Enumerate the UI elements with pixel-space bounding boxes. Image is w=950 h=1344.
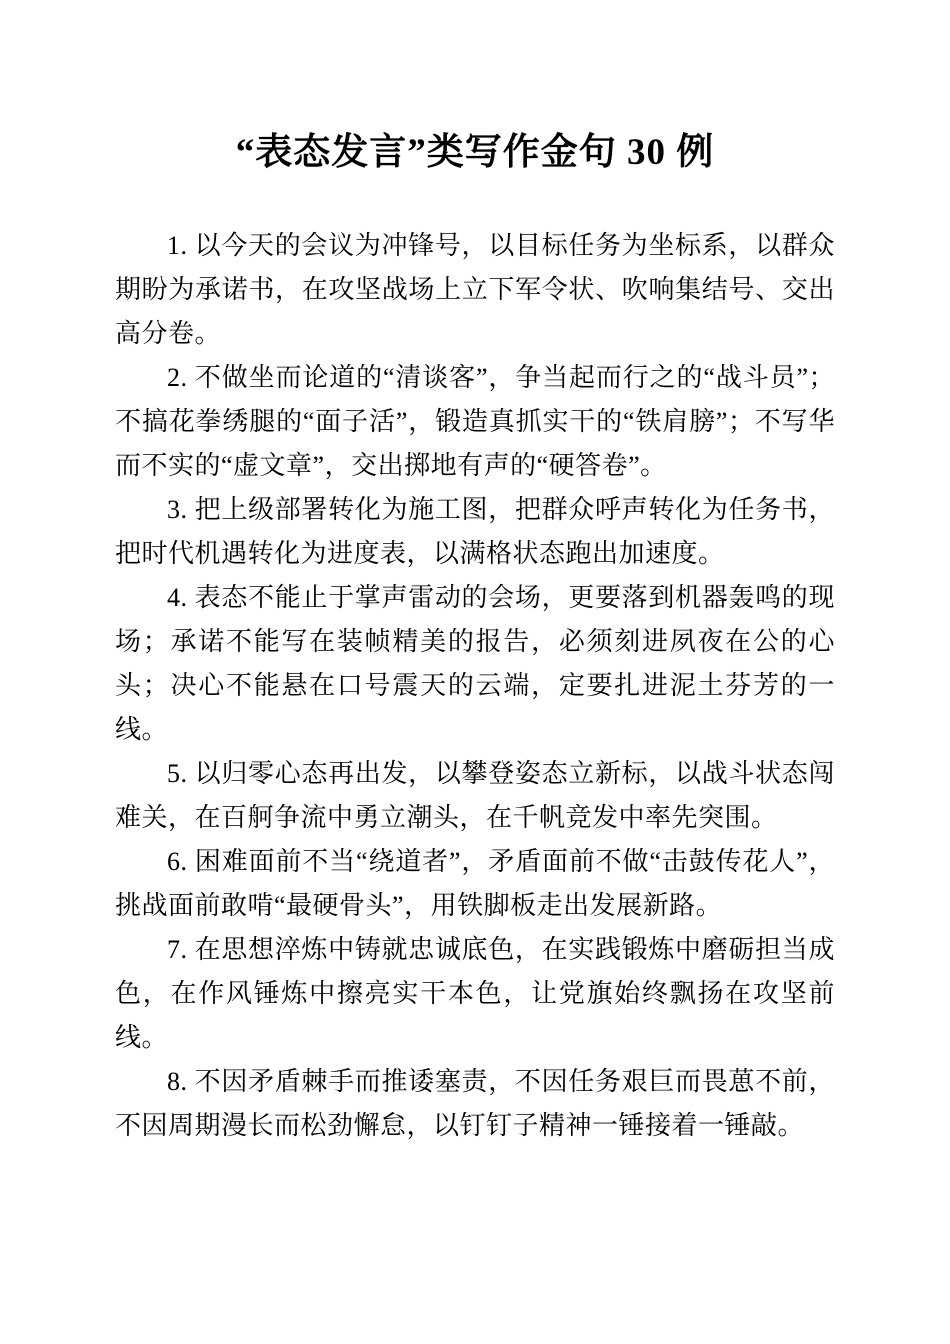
- paragraph-8: 8. 不因矛盾棘手而推诿塞责，不因任务艰巨而畏葸不前，不因周期漫长而松劲懈怠，以钉钉子精神一锤接着一锤敲。: [115, 1067, 835, 1140]
- paragraph-2: 2. 不做坐而论道的“清谈客”，争当起而行之的“战斗员”；不搞花拳绣腿的“面子活”，锻造真抓实干的“铁肩膀”；不写华而不实的“虚文章”，交出掷地有声的“硬答卷”。: [115, 363, 835, 480]
- document-title: “表态发言”类写作金句 30 例: [235, 132, 715, 173]
- paragraph-3: 3. 把上级部署转化为施工图，把群众呼声转化为任务书，把时代机遇转化为进度表，以满格状态跑出加速度。: [115, 495, 835, 568]
- document-body: [115, 224, 835, 1148]
- paragraph-5: 5. 以归零心态再出发，以攀登姿态立新标，以战斗状态闯难关，在百舸争流中勇立潮头，在千帆竞发中率先突围。: [115, 759, 835, 832]
- paragraph-6: 6. 困难面前不当“绕道者”，矛盾面前不做“击鼓传花人”，挑战面前敢啃“最硬骨头”，用铁脚板走出发展新路。: [115, 847, 835, 920]
- paragraph-7: 7. 在思想淬炼中铸就忠诚底色，在实践锻炼中磨砺担当成色，在作风锤炼中擦亮实干本色，让党旗始终飘扬在攻坚前线。: [115, 935, 835, 1052]
- paragraph-4: 4. 表态不能止于掌声雷动的会场，更要落到机器轰鸣的现场；承诺不能写在装帧精美的报告，必须刻进夙夜在公的心头；决心不能悬在口号震天的云端，定要扎进泥土芬芳的一线。: [115, 583, 835, 744]
- paragraph-1: 1. 以今天的会议为冲锋号，以目标任务为坐标系，以群众期盼为承诺书，在攻坚战场上立下军令状、吹响集结号、交出高分卷。: [115, 231, 835, 348]
